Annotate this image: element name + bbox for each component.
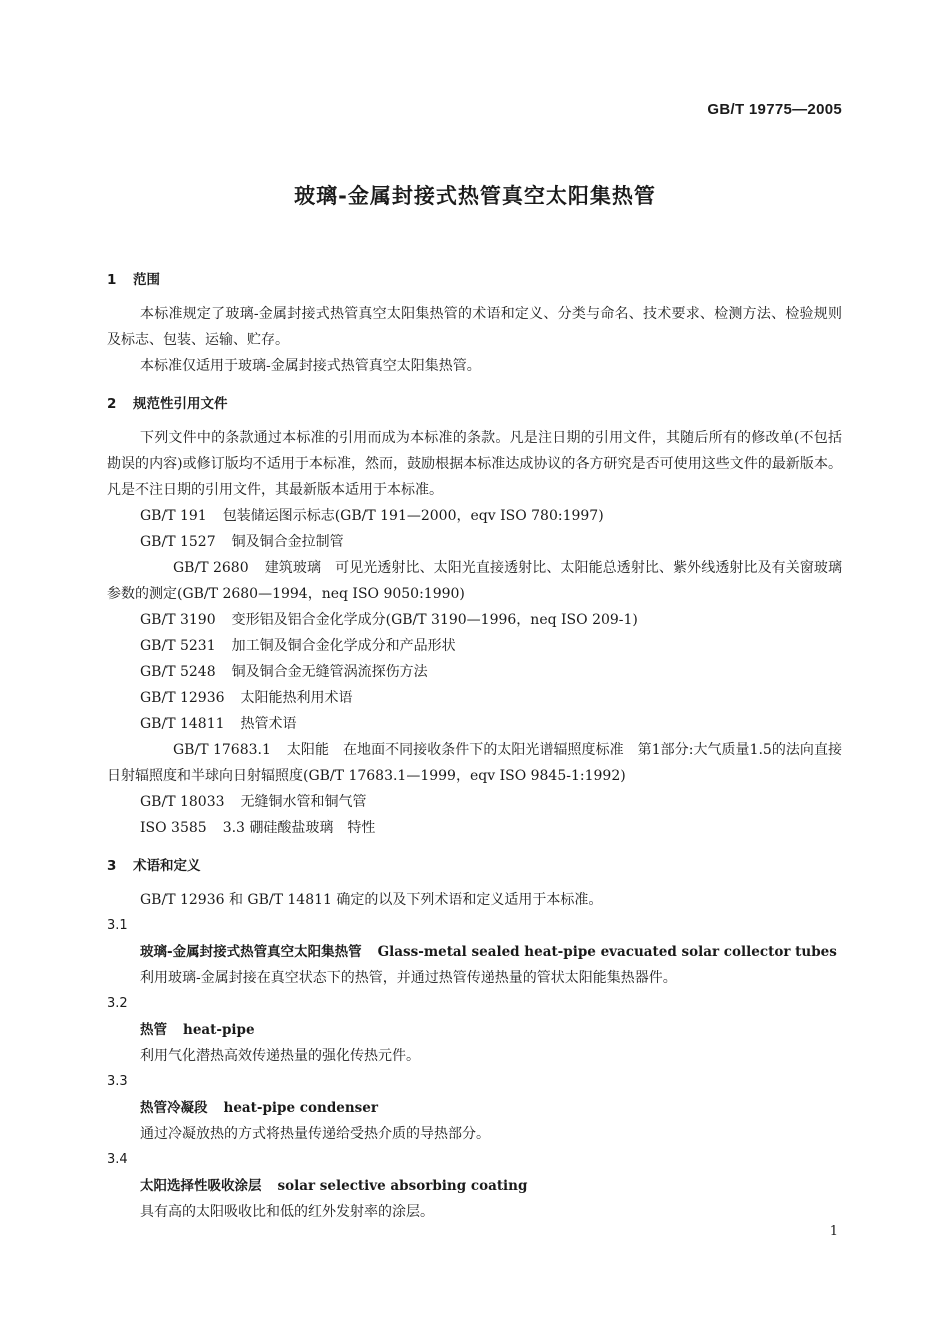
term-zh: 热管冷凝段 [140, 1100, 208, 1116]
term-number: 3.2 [107, 996, 128, 1011]
reference-item [107, 633, 842, 659]
paragraph: GB/T 12936 和 GB/T 14811 确定的以及下列术语和定义适用于本标准。 [140, 892, 603, 908]
reference-item [107, 529, 842, 555]
reference-code: GB/T 5248 [140, 664, 216, 680]
reference-code: GB/T 5231 [140, 638, 216, 654]
term-zh: 玻璃-金属封接式热管真空太阳集热管 [140, 944, 362, 960]
reference-item [107, 555, 842, 607]
reference-code: GB/T 18033 [140, 794, 225, 810]
page-number: 1 [829, 1224, 838, 1239]
reference-text: 太阳能热利用术语 [240, 690, 353, 706]
reference-code: ISO 3585 [140, 820, 207, 836]
reference-text: 包装储运图示标志(GB/T 191—2000，eqv ISO 780:1997) [222, 508, 604, 524]
paragraph: 本标准仅适用于玻璃-金属封接式热管真空太阳集热管。 [140, 358, 481, 374]
reference-text: 变形铝及铝合金化学成分(GB/T 3190—1996，neq ISO 209-1) [231, 612, 638, 628]
reference-code: GB/T 17683.1 [173, 742, 271, 758]
reference-item [107, 737, 842, 789]
term-heading [107, 1095, 842, 1121]
standard-code: GB/T 19775—2005 [707, 101, 842, 118]
reference-code: GB/T 1527 [140, 534, 216, 550]
term-heading [107, 1173, 842, 1199]
term-definition: 通过冷凝放热的方式将热量传递给受热介质的导热部分。 [140, 1126, 490, 1142]
term-zh: 太阳选择性吸收涂层 [140, 1178, 262, 1194]
section-title: 规范性引用文件 [133, 396, 228, 412]
reference-text: 3.3 硼硅酸盐玻璃 特性 [222, 820, 376, 836]
reference-text: 建筑玻璃 可见光透射比、太阳光直接透射比、太阳能总透射比、紫外线透射比及有关窗玻璃参数的测定(GB/T 2680—1994，neq ISO 9050:1990) [107, 560, 842, 602]
reference-text: 太阳能 在地面不同接收条件下的太阳光谱辐照度标准 第1部分:大气质量1.5的法向直接日射辐照度和半球向日射辐照度(GB/T 17683.1—1999，eqv ISO 9845-1:1992) [107, 742, 842, 784]
term-number: 3.1 [107, 918, 128, 933]
section-heading-scope [107, 267, 842, 293]
term-definition: 具有高的太阳吸收比和低的红外发射率的涂层。 [140, 1204, 434, 1220]
reference-code: GB/T 3190 [140, 612, 216, 628]
term-en: Glass-metal sealed heat-pipe evacuated solar collector tubes [377, 944, 837, 960]
reference-item [107, 711, 842, 737]
reference-item [107, 503, 842, 529]
reference-text: 热管术语 [240, 716, 297, 732]
term-en: heat-pipe condenser [223, 1100, 378, 1116]
term-en: heat-pipe [183, 1022, 255, 1038]
section-number: 2 [107, 396, 117, 412]
section-title: 范围 [133, 272, 160, 288]
term-definition: 利用玻璃-金属封接在真空状态下的热管，并通过热管传递热量的管状太阳能集热器件。 [140, 970, 677, 986]
document-title: 玻璃-金属封接式热管真空太阳集热管 [294, 184, 656, 208]
document-body [107, 257, 842, 1225]
term-heading [107, 939, 842, 965]
term-number: 3.3 [107, 1074, 128, 1089]
section-number: 3 [107, 858, 117, 874]
reference-text: 铜及铜合金无缝管涡流探伤方法 [231, 664, 428, 680]
reference-item [107, 815, 842, 841]
paragraph: 本标准规定了玻璃-金属封接式热管真空太阳集热管的术语和定义、分类与命名、技术要求、检测方法、检验规则及标志、包装、运输、贮存。 [107, 306, 842, 348]
term-definition: 利用气化潜热高效传递热量的强化传热元件。 [140, 1048, 420, 1064]
term-en: solar selective absorbing coating [277, 1178, 528, 1194]
section-title: 术语和定义 [133, 858, 201, 874]
reference-code: GB/T 2680 [173, 560, 249, 576]
term-zh: 热管 [140, 1022, 167, 1038]
reference-item [107, 789, 842, 815]
paragraph: 下列文件中的条款通过本标准的引用而成为本标准的条款。凡是注日期的引用文件，其随后所有的修改单(不包括勘误的内容)或修订版均不适用于本标准，然而，鼓励根据本标准达成协议的各方研究是否可使用这些文件的最新版本。凡是不注日期的引用文件，其最新版本适用于本标准。 [107, 430, 842, 498]
term-number: 3.4 [107, 1152, 128, 1167]
reference-item [107, 659, 842, 685]
reference-text: 加工铜及铜合金化学成分和产品形状 [231, 638, 456, 654]
section-heading-normative-references [107, 391, 842, 417]
reference-code: GB/T 191 [140, 508, 207, 524]
reference-item [107, 685, 842, 711]
reference-text: 无缝铜水管和铜气管 [240, 794, 367, 810]
reference-code: GB/T 12936 [140, 690, 225, 706]
reference-text: 铜及铜合金拉制管 [231, 534, 344, 550]
reference-code: GB/T 14811 [140, 716, 225, 732]
section-number: 1 [107, 272, 117, 288]
reference-item [107, 607, 842, 633]
section-heading-terms-definitions [107, 853, 842, 879]
term-heading [107, 1017, 842, 1043]
